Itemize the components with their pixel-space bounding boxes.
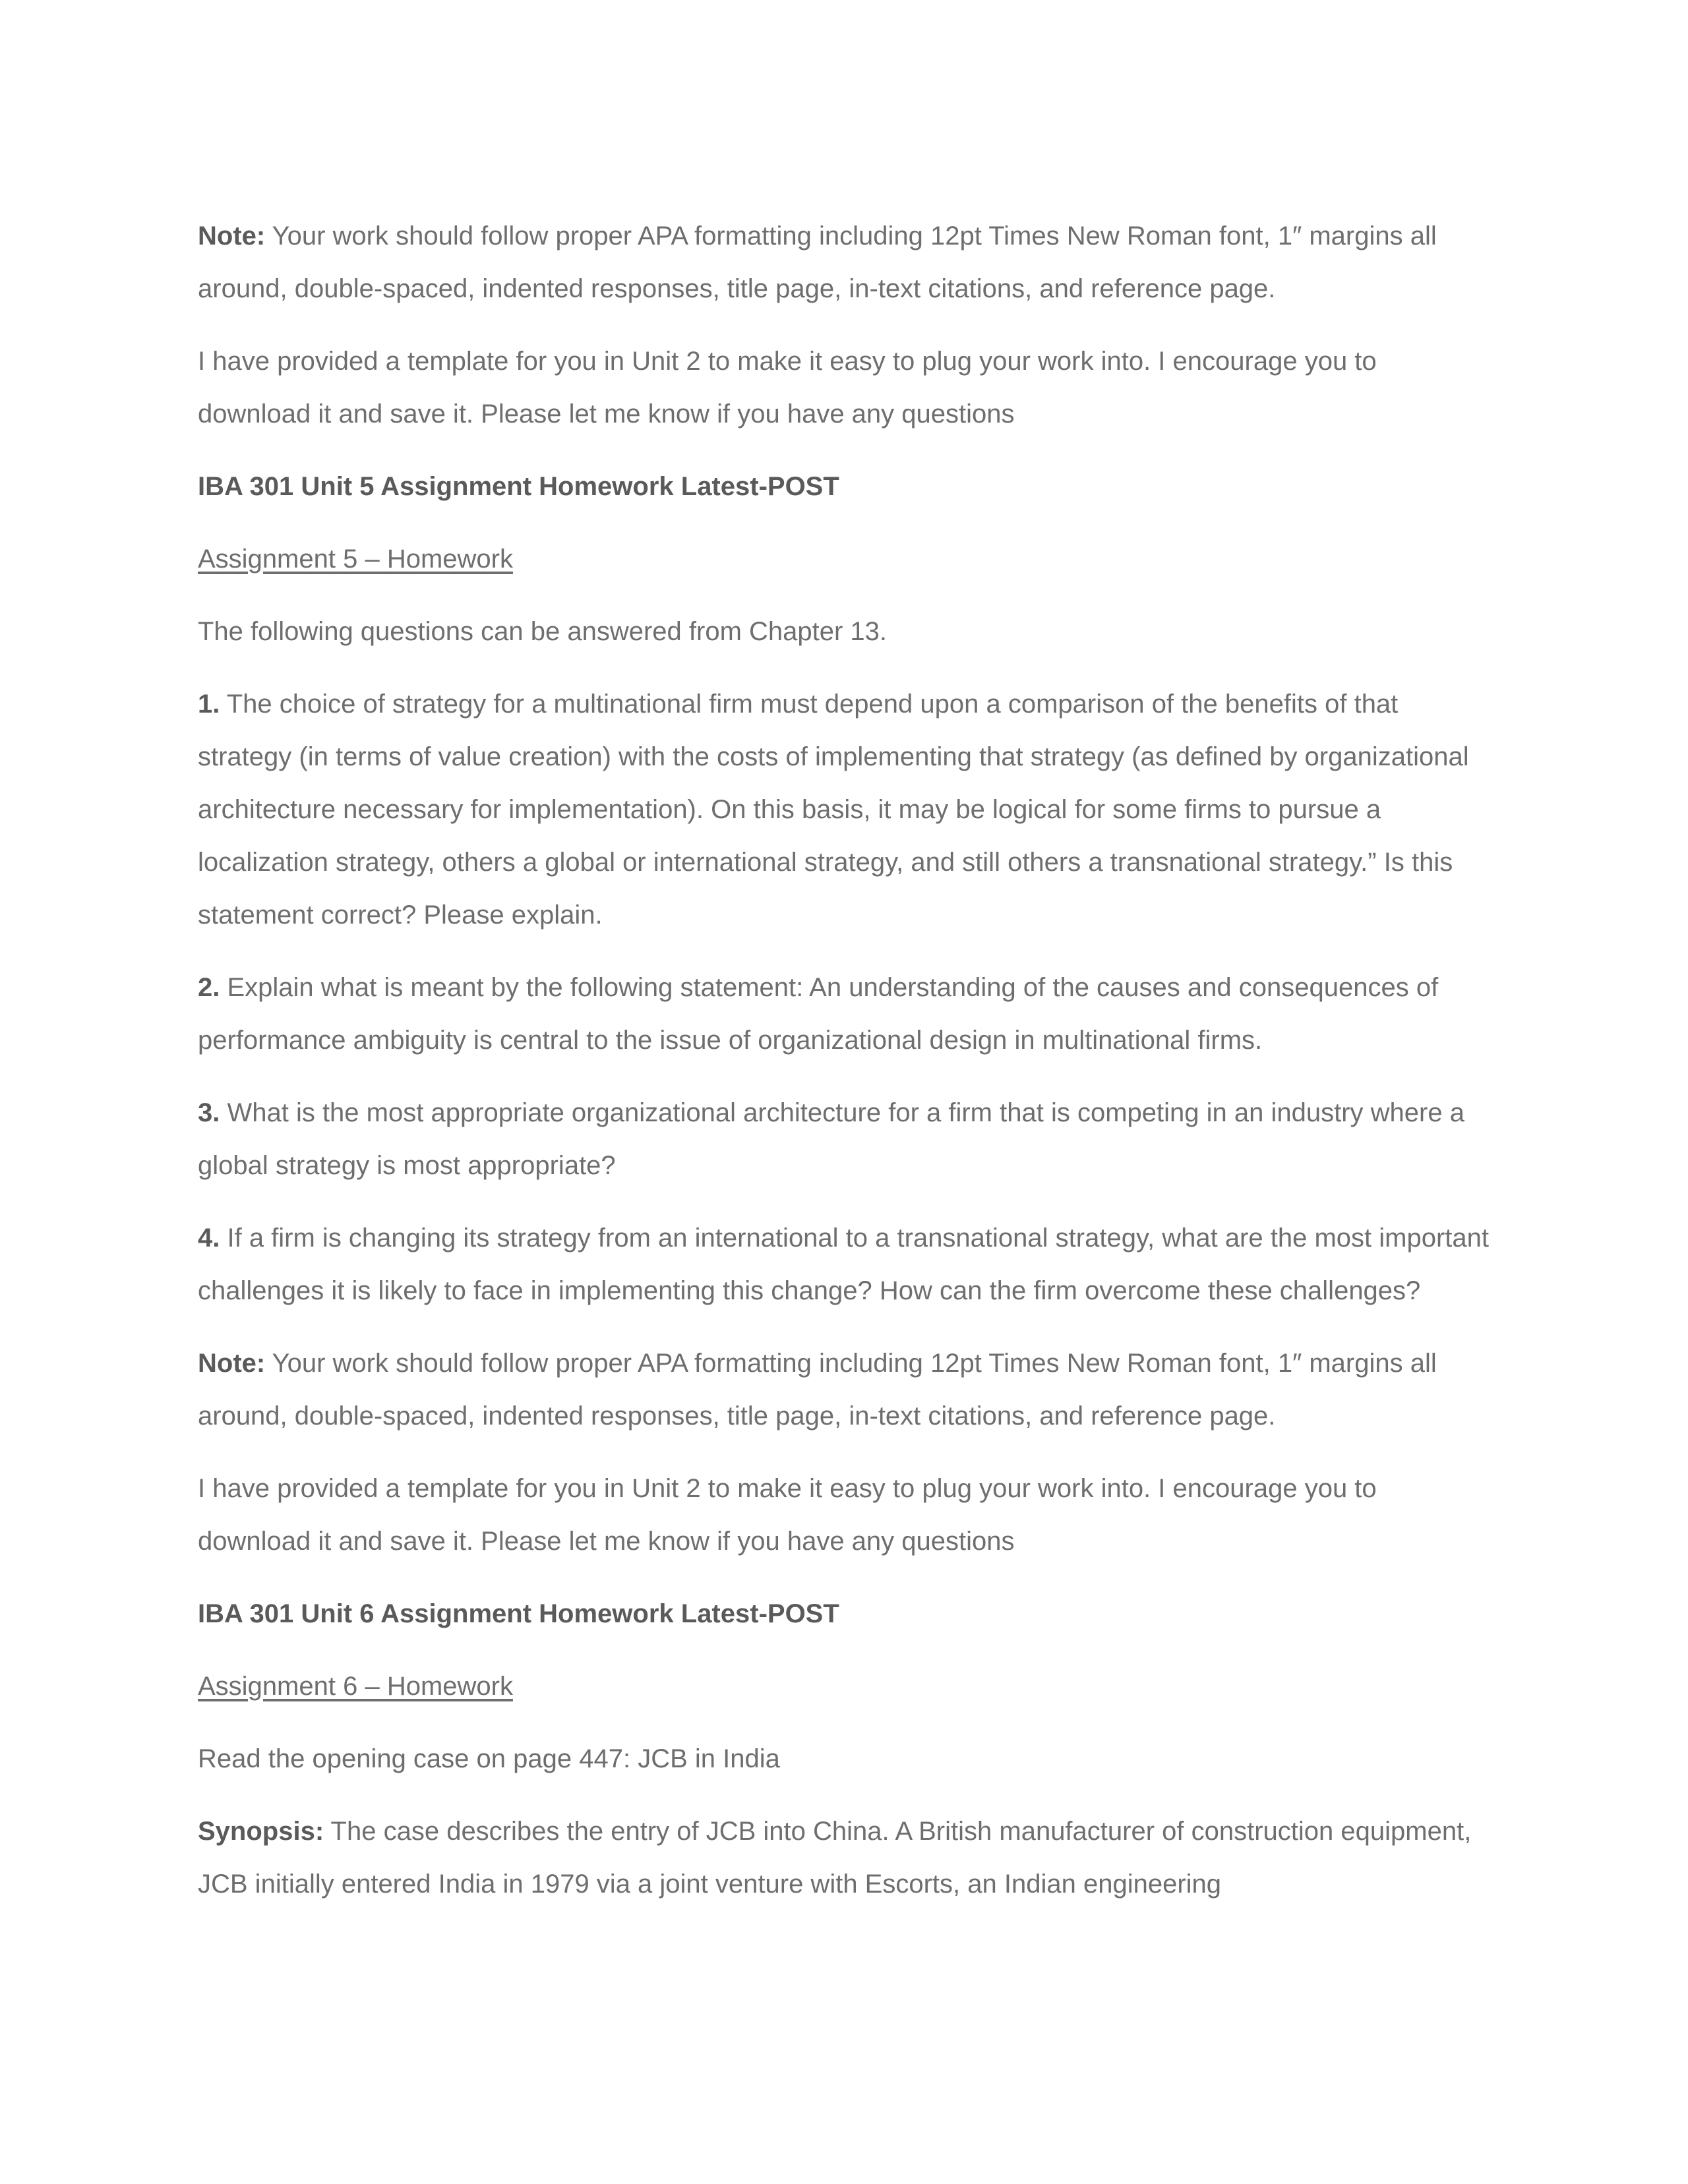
template-paragraph: I have provided a template for you in Unit 2 to make it easy to plug your work into. I encourage you to download it and save it. Please let me know if you have any questions <box>198 1474 1377 1556</box>
unit6-heading: IBA 301 Unit 6 Assignment Homework Latest-POST <box>198 1599 839 1628</box>
question-4 <box>198 1212 1490 1317</box>
note-label: Note: <box>198 221 266 251</box>
note-paragraph <box>198 210 1490 315</box>
synopsis-label: Synopsis: <box>198 1817 324 1846</box>
assignment5-title <box>198 533 1490 585</box>
question-number: 2. <box>198 973 220 1002</box>
case-paragraph: Read the opening case on page 447: JCB in India <box>198 1744 780 1773</box>
question-2 <box>198 961 1490 1067</box>
synopsis-text: The case describes the entry of JCB into China. A British manufacturer of construction equipment, JCB initially entered India in 1979 via a joint venture with Escorts, an Indian engineering <box>198 1817 1472 1899</box>
synopsis-paragraph <box>198 1805 1490 1910</box>
template-paragraph: I have provided a template for you in Unit 2 to make it easy to plug your work into. I encourage you to download it and save it. Please let me know if you have any questions <box>198 347 1377 428</box>
assignment5-link-text: Assignment 5 – Homework <box>198 545 513 574</box>
question-number: 4. <box>198 1224 220 1253</box>
question-text: What is the most appropriate organizational architecture for a firm that is competing in an industry where a global strategy is most appropriate? <box>198 1098 1464 1180</box>
intro-paragraph: The following questions can be answered from Chapter 13. <box>198 617 888 646</box>
question-1 <box>198 678 1490 941</box>
note-label: Note: <box>198 1349 266 1378</box>
unit5-heading: IBA 301 Unit 5 Assignment Homework Latest-POST <box>198 472 839 501</box>
note-text: Your work should follow proper APA formatting including 12pt Times New Roman font, 1″ margins all around, double-spaced, indented responses, title page, in-text citations, and reference page. <box>198 221 1437 303</box>
question-text: If a firm is changing its strategy from an international to a transnational strategy, what are the most important challenges it is likely to face in implementing this change? How can the firm overcome these challenges? <box>198 1224 1489 1305</box>
note-paragraph <box>198 1337 1490 1442</box>
question-number: 1. <box>198 690 220 719</box>
assignment6-title <box>198 1660 1490 1713</box>
question-number: 3. <box>198 1098 220 1127</box>
assignment6-link-text: Assignment 6 – Homework <box>198 1672 513 1701</box>
question-text: The choice of strategy for a multinational firm must depend upon a comparison of the benefits of that strategy (in terms of value creation) with the costs of implementing that strategy (as defined by organizational architecture necessary for implementation). On this basis, it may be logical for some firms to pursue a localization strategy, others a global or international strategy, and still others a transnational strategy.” Is this statement correct? Please explain. <box>198 690 1469 930</box>
question-text: Explain what is meant by the following statement: An understanding of the causes and consequences of performance ambiguity is central to the issue of organizational design in multinational firms. <box>198 973 1439 1055</box>
question-3 <box>198 1086 1490 1192</box>
note-text: Your work should follow proper APA formatting including 12pt Times New Roman font, 1″ margins all around, double-spaced, indented responses, title page, in-text citations, and reference page. <box>198 1349 1437 1431</box>
document-body <box>198 210 1490 1930</box>
